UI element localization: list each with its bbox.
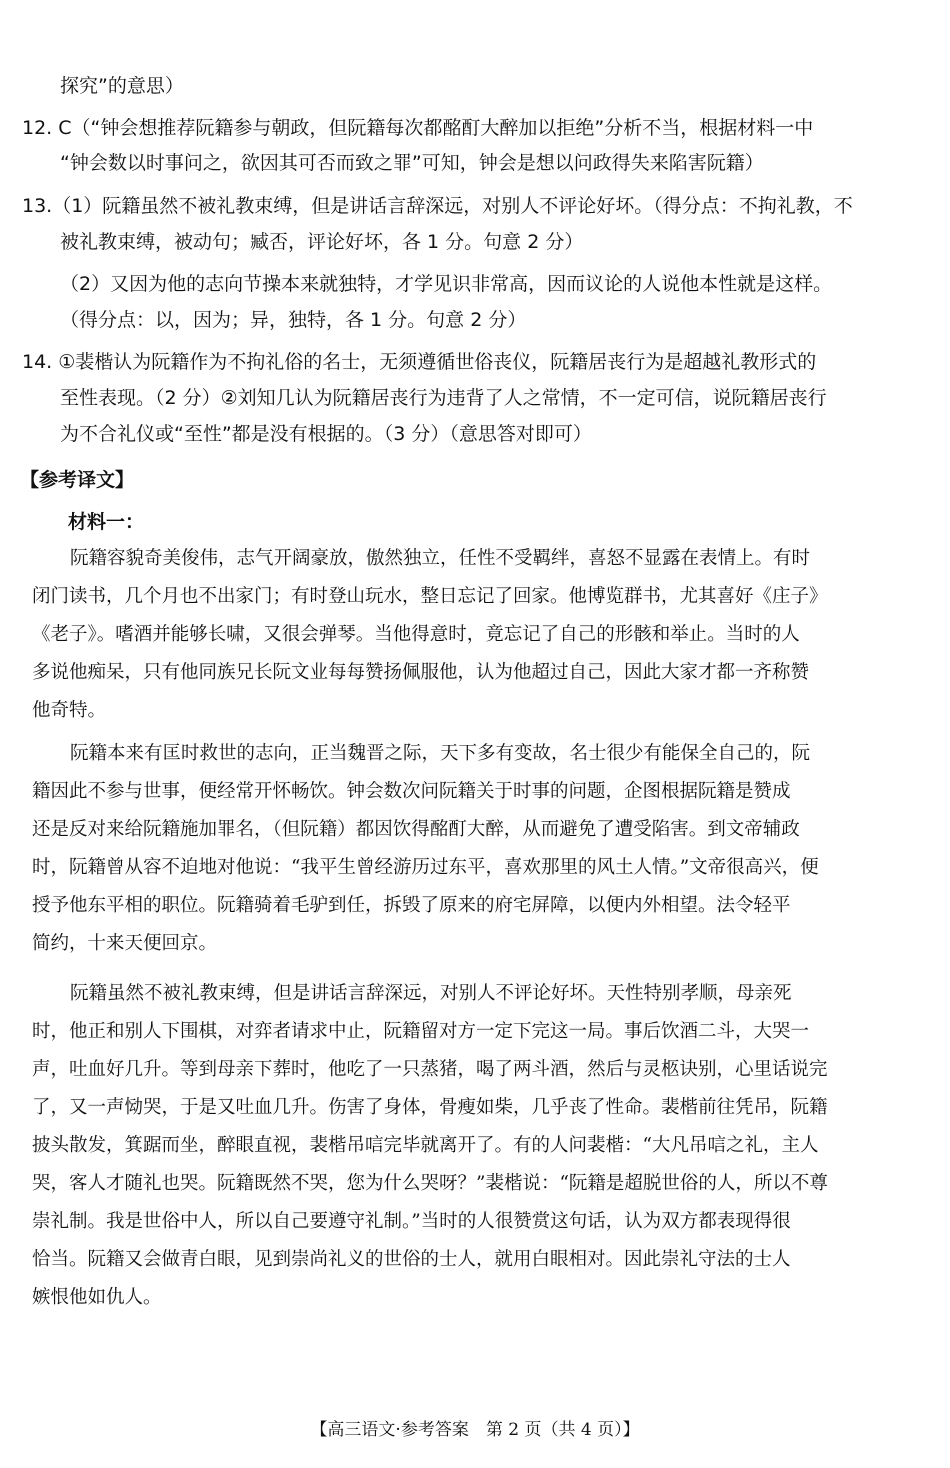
paragraph-3-line-5: 披头散发，箕踞而坐，醉眼直视，裴楷吊唁完毕就离开了。有的人问裴楷：“大凡吊唁之礼，主人 (32, 1135, 819, 1156)
paragraph-3-line-6: 哭，客人才随礼也哭。阮籍既然不哭，您为什么哭呀？”裴楷说：“阮籍是超脱世俗的人，所以不尊 (32, 1173, 828, 1194)
paragraph-2-line-1: 阮籍本来有匡时救世的志向，正当魏晋之际，天下多有变故，名士很少有能保全自己的，阮 (70, 743, 811, 764)
answer-13-2-line-1: （2）又因为他的志向节操本来就独特，才学见识非常高，因而议论的人说他本性就是这样。 (60, 273, 833, 295)
paragraph-1-line-1: 阮籍容貌奇美俊伟，志气开阔豪放，傲然独立，任性不受羁绊，喜怒不显露在表情上。有时 (70, 548, 811, 569)
paragraph-3-line-3: 声，吐血好几升。等到母亲下葬时，他吃了一只蒸猪，喝了两斗酒，然后与灵柩诀别，心里话说完 (32, 1059, 828, 1080)
answer-14-line-3: 为不合礼仪或“至性”都是没有根据的。（3 分）（意思答对即可） (60, 423, 592, 445)
answer-13-2-line-2: （得分点：以，因为；异，独特，各 1 分。句意 2 分） (60, 309, 527, 331)
paragraph-2-line-2: 籍因此不参与世事，便经常开怀畅饮。钟会数次问阮籍关于时事的问题，企图根据阮籍是赞成 (32, 781, 791, 802)
paragraph-1-line-4: 多说他痴呆，只有他同族兄长阮文业每每赞扬佩服他，认为他超过自己，因此大家才都一齐称赞 (32, 662, 810, 683)
paragraph-2-line-4: 时，阮籍曾从容不迫地对他说：“我平生曾经游历过东平，喜欢那里的风土人情。”文帝很高兴，便 (32, 857, 819, 878)
paragraph-1-line-3: 《老子》。嗜酒并能够长啸，又很会弹琴。当他得意时，竟忘记了自己的形骸和举止。当时的人 (32, 624, 800, 645)
material-one-label: 材料一： (68, 511, 145, 533)
answer-13-1-line-2: 被礼教束缚，被动句；臧否，评论好坏，各 1 分。句意 2 分） (60, 231, 584, 253)
paragraph-3-line-2: 时，他正和别人下围棋，对弈者请求中止，阮籍留对方一定下完这一局。事后饮酒二斗，大哭一 (32, 1021, 810, 1042)
paragraph-3-line-8: 恰当。阮籍又会做青白眼，见到崇尚礼义的世俗的士人，就用白眼相对。因此崇礼守法的士人 (32, 1249, 791, 1270)
page-footer: 【高三语文·参考答案 第 2 页（共 4 页）】 (310, 1420, 640, 1440)
paragraph-3-line-1: 阮籍虽然不被礼教束缚，但是讲话言辞深远，对别人不评论好坏。天性特别孝顺，母亲死 (70, 983, 792, 1004)
paragraph-2-line-3: 还是反对来给阮籍施加罪名，（但阮籍）都因饮得酩酊大醉，从而避免了遭受陷害。到文帝辅政 (32, 819, 800, 840)
answer-14-line-1: 14. ①裴楷认为阮籍作为不拘礼俗的名士，无须遵循世俗丧仪，阮籍居丧行为是超越礼教形式的 (22, 351, 817, 373)
translation-heading: 【参考译文】 (20, 469, 135, 491)
paragraph-3-line-7: 崇礼制。我是世俗中人，所以自己要遵守礼制。”当时的人很赞赏这句话，认为双方都表现得很 (32, 1211, 791, 1232)
answer-11-tail: 探究”的意思） (60, 75, 184, 97)
answer-13-1-line-1: 13.（1）阮籍虽然不被礼教束缚，但是讲话言辞深远，对别人不评论好坏。（得分点：不拘礼教，不 (22, 195, 853, 217)
paragraph-2-line-6: 简约，十来天便回京。 (32, 933, 218, 954)
paragraph-3-line-9: 嫉恨他如仇人。 (32, 1287, 162, 1308)
paragraph-2-line-5: 授予他东平相的职位。阮籍骑着毛驴到任，拆毁了原来的府宅屏障，以便内外相望。法令轻平 (32, 895, 791, 916)
paragraph-1-line-2: 闭门读书，几个月也不出家门；有时登山玩水，整日忘记了回家。他博览群书，尤其喜好《庄子》 (32, 586, 828, 607)
answer-12-line-2: “钟会数以时事问之，欲因其可否而致之罪”可知，钟会是想以问政得失来陷害阮籍） (60, 152, 764, 174)
answer-14-line-2: 至性表现。（2 分）②刘知几认为阮籍居丧行为违背了人之常情，不一定可信，说阮籍居丧行 (60, 387, 827, 409)
answer-12-line-1: 12. C（“钟会想推荐阮籍参与朝政，但阮籍每次都酩酊大醉加以拒绝”分析不当，根据材料一中 (22, 117, 814, 139)
paragraph-3-line-4: 了，又一声恸哭，于是又吐血几升。伤害了身体，骨瘦如柴，几乎丧了性命。裴楷前往凭吊，阮籍 (32, 1097, 828, 1118)
paragraph-1-line-5: 他奇特。 (32, 700, 107, 721)
